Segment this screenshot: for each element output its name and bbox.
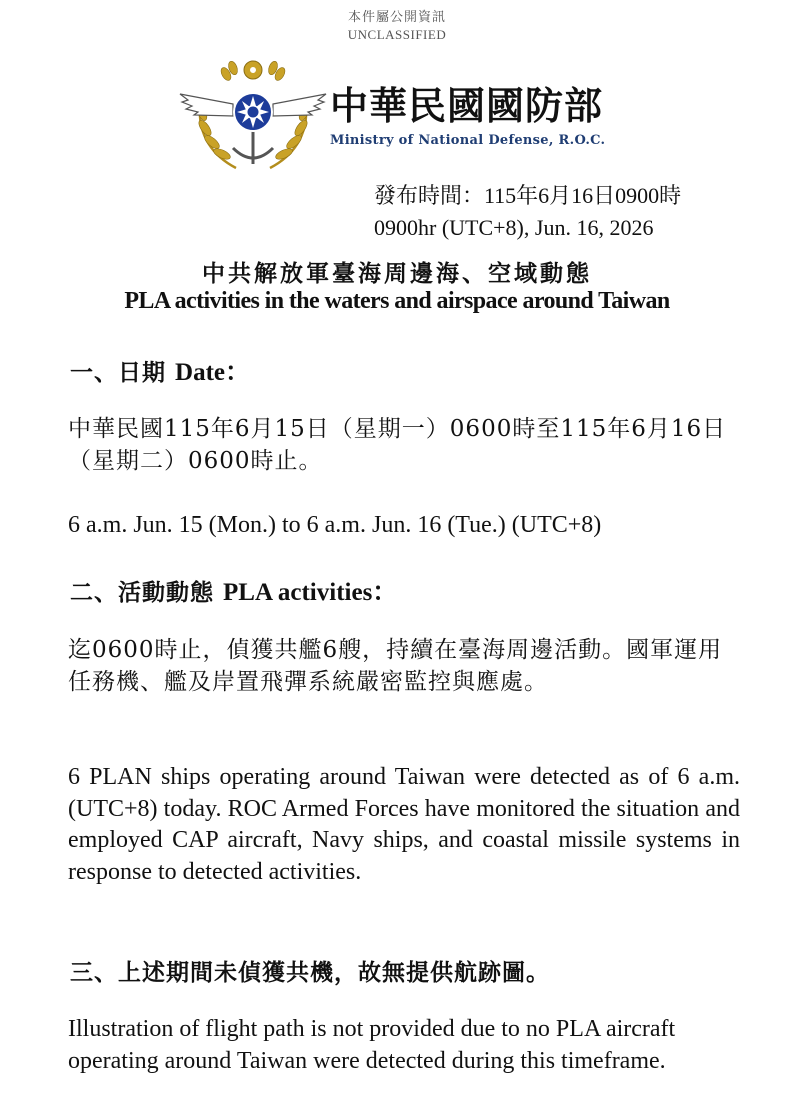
- release-time-zh: 發布時間：115年6月16日0900時: [374, 183, 682, 208]
- classification-en: UNCLASSIFIED: [347, 27, 447, 42]
- section3-heading: [70, 954, 550, 987]
- document-title-zh: 中共解放軍臺海周邊海、空域動態: [202, 260, 592, 287]
- section2-body-zh: 迄0600時止，偵獲共艦6艘，持續在臺海周邊活動。國軍運用任務機、艦及岸置飛彈系統嚴密監控與應處。: [68, 637, 723, 695]
- section1-heading: [70, 352, 250, 388]
- section1-heading-zh: 一、日期: [70, 359, 166, 386]
- section1-body-en: 6 a.m. Jun. 15 (Mon.) to 6 a.m. Jun. 16 (Tue.) (UTC+8): [68, 512, 602, 538]
- ministry-emblem-icon: [178, 56, 328, 174]
- section1-heading-en: Date：: [175, 359, 250, 386]
- section2-body-en: 6 PLAN ships operating around Taiwan were detected as of 6 a.m. (UTC+8) today. ROC Armed Forces have monitored the situation and employed CAP aircraft, Navy ships, and coastal missile systems in response to detected activities.: [68, 764, 740, 885]
- section2-heading-zh: 二、活動動態: [70, 579, 214, 606]
- classification-zh: 本件屬公開資訊: [347, 9, 446, 24]
- ministry-name-en: Ministry of National Defense, R.O.C.: [330, 133, 606, 148]
- section3-heading-zh: 三、上述期間未偵獲共機，故無提供航跡圖。: [70, 959, 550, 986]
- document-title-en: PLA activities in the waters and airspace around Taiwan: [124, 288, 670, 314]
- section2-heading-en: PLA activities：: [223, 579, 398, 606]
- section1-body-zh: 中華民國115年6月15日（星期一）0600時至115年6月16日（星期二）0600時止。: [68, 416, 727, 474]
- release-time-en: 0900hr (UTC+8), Jun. 16, 2026: [374, 215, 654, 240]
- section2-heading: [70, 572, 397, 608]
- ministry-name-zh: 中華民國國防部: [330, 83, 604, 128]
- section3-body-en: Illustration of flight path is not provided due to no PLA aircraft operating around Taiwan were detected during this timeframe.: [68, 1016, 676, 1074]
